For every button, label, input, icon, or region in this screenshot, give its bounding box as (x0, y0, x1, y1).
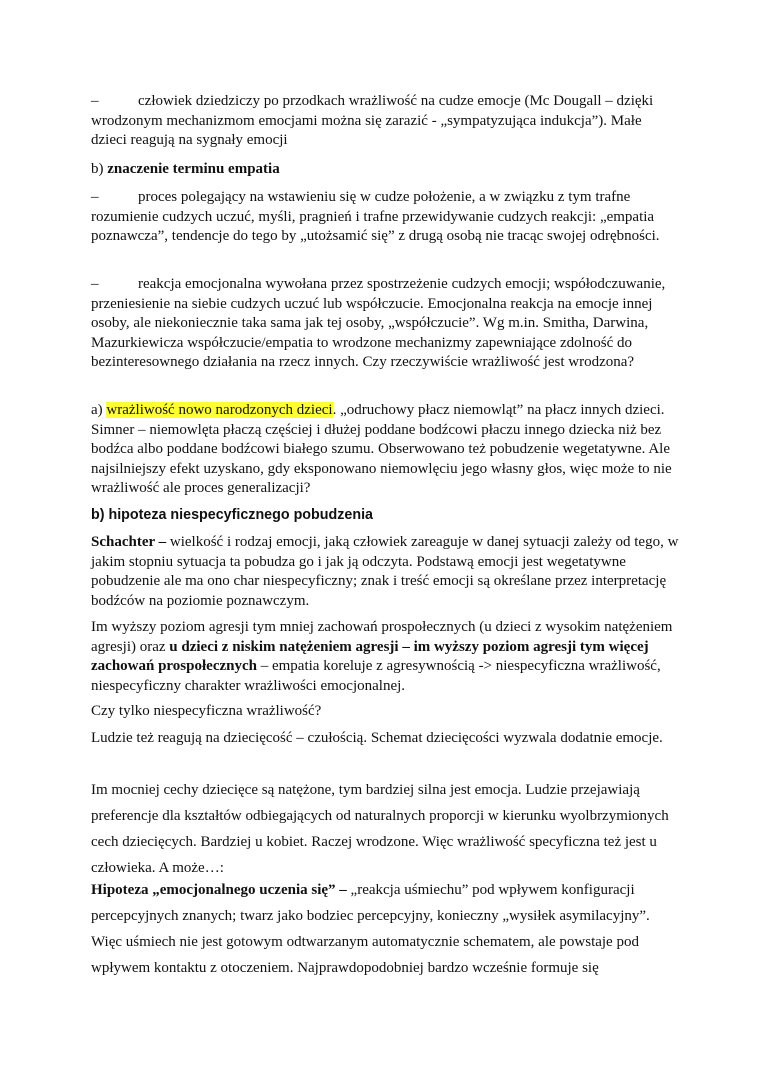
heading-title: b) hipoteza niespecyficznego pobudzenia (91, 507, 373, 523)
paragraph-text: człowiek dziedziczy po przodkach wrażliwość na cudze emocje (Mc Dougall – dzięki wrodzonym mechanizmom emocjami można się zarazić - „sympatyzująca indukcja”). Małe dzieci reagują na sygnały emocji (91, 93, 654, 149)
paragraph-child-features (91, 777, 681, 881)
paragraph-text: Im wyższy poziom agresji tym mniej zachowań prospołecznych (u dzieci z wysokim natężeniem agresji) oraz (91, 619, 673, 655)
paragraph-text: wielkość i rodzaj emocji, jaką człowiek zareaguje w danej sytuacji zależy od tego, w jakim stopniu sytuacja ta pobudza go i jak ją odczyta. Podstawą emocji jest wegetatywne pobudzenie ale ma ono char niespecyficzny; znak i treść emocji są określane przez interpretację bodźców na poziomie poznawczym. (91, 534, 679, 609)
paragraph-question (91, 702, 681, 722)
bold-term: Hipoteza „emocjonalnego uczenia się” – (91, 882, 347, 898)
paragraph-text: Ludzie też reagują na dziecięcość – czułością. Schemat dziecięcości wyzwala dodatnie emocje. (91, 730, 663, 746)
paragraph-heredity (91, 92, 681, 151)
paragraph-aggression (91, 618, 681, 696)
paragraph-cognitive-empathy (91, 188, 681, 247)
paragraph-childishness (91, 725, 681, 751)
bold-phrase: u dzieci z niskim natężeniem agresji – im wyższy poziom agresji tym więcej zachowań prospołecznych (91, 638, 649, 675)
dash-bullet: – (91, 189, 99, 205)
heading-title: znaczenie terminu empatia (107, 161, 280, 177)
paragraph-prefix: a) (91, 402, 107, 418)
paragraph-text: proces polegający na wstawieniu się w cudze położenie, a w związku z tym trafne rozumienie cudzych uczuć, myśli, pragnień i trafne przewidywanie cudzych reakcji: „empatia poznawcza”, tendencje do tego by „utożsamić się” z drugą osobą nie tracąc swojej odrębności. (91, 189, 660, 245)
paragraph-emotional-reaction (91, 275, 681, 373)
heading-prefix: b) (91, 161, 108, 177)
paragraph-emotional-learning (91, 877, 681, 981)
paragraph-newborn-sensitivity (91, 401, 681, 499)
highlighted-phrase: wrażliwość nowo narodzonych dzieci (106, 402, 333, 418)
heading-empathy-term (91, 160, 681, 180)
paragraph-text-continued: – empatia koreluje z agresywnością -> niespecyficzna wrażliwość, niespecyficzny charakter wrażliwości emocjonalnej. (91, 658, 661, 694)
bold-term: Schachter – (91, 534, 167, 550)
heading-nonspecific-arousal (91, 506, 681, 526)
paragraph-text: reakcja emocjonalna wywołana przez spostrzeżenie cudzych emocji; współodczuwanie, przeniesienie na siebie cudzych uczuć lub współczucie. Emocjonalna reakcja na emocje innej osoby, ale niekoniecznie taka sama jak tej osoby, „współczucie”. Wg m.in. Smitha, Darwina, Mazurkiewicza współczucie/empatia to wrodzone mechanizmy zapewniające zdolność do bezinteresownego działania na rzecz innych. Czy rzeczywiście wrażliwość jest wrodzona? (91, 276, 666, 371)
paragraph-text: Czy tylko niespecyficzna wrażliwość? (91, 703, 322, 719)
dash-bullet: – (91, 276, 99, 292)
dash-bullet: – (91, 93, 99, 109)
paragraph-text: „reakcja uśmiechu” pod wpływem konfiguracji percepcyjnych znanych; twarz jako bodziec percepcyjny, konieczny „wysiłek asymilacyjny”. Więc uśmiech nie jest gotowym odtwarzanym automatycznie schematem, ale powstaje pod wpływem kontaktu z otoczeniem. Najprawdopodobniej bardzo wcześnie formuje się (91, 882, 650, 976)
paragraph-text: . „odruchowy płacz niemowląt” na płacz innych dzieci. Simner – niemowlęta płaczą częściej i dłużej poddane bodźcowi płaczu innego dziecka niż bez bodźca albo poddane bodźcowi białego szumu. Obserwowano też pobudzenie wegetatywne. Ale najsilniejszy efekt uzyskano, gdy eksponowano niemowlęciu jego własny głos, więc może to nie wrażliwość ale proces generalizacji? (91, 402, 672, 497)
paragraph-text: Im mocniej cechy dziecięce są natężone, tym bardziej silna jest emocja. Ludzie przejawiają preferencje dla kształtów odbiegających od naturalnych proporcji w kierunku wyolbrzymionych cech dziecięcych. Bardziej u kobiet. Raczej wrodzone. Więc wrażliwość specyficzna też jest u człowieka. A może…: (91, 782, 669, 876)
paragraph-schachter (91, 533, 681, 611)
